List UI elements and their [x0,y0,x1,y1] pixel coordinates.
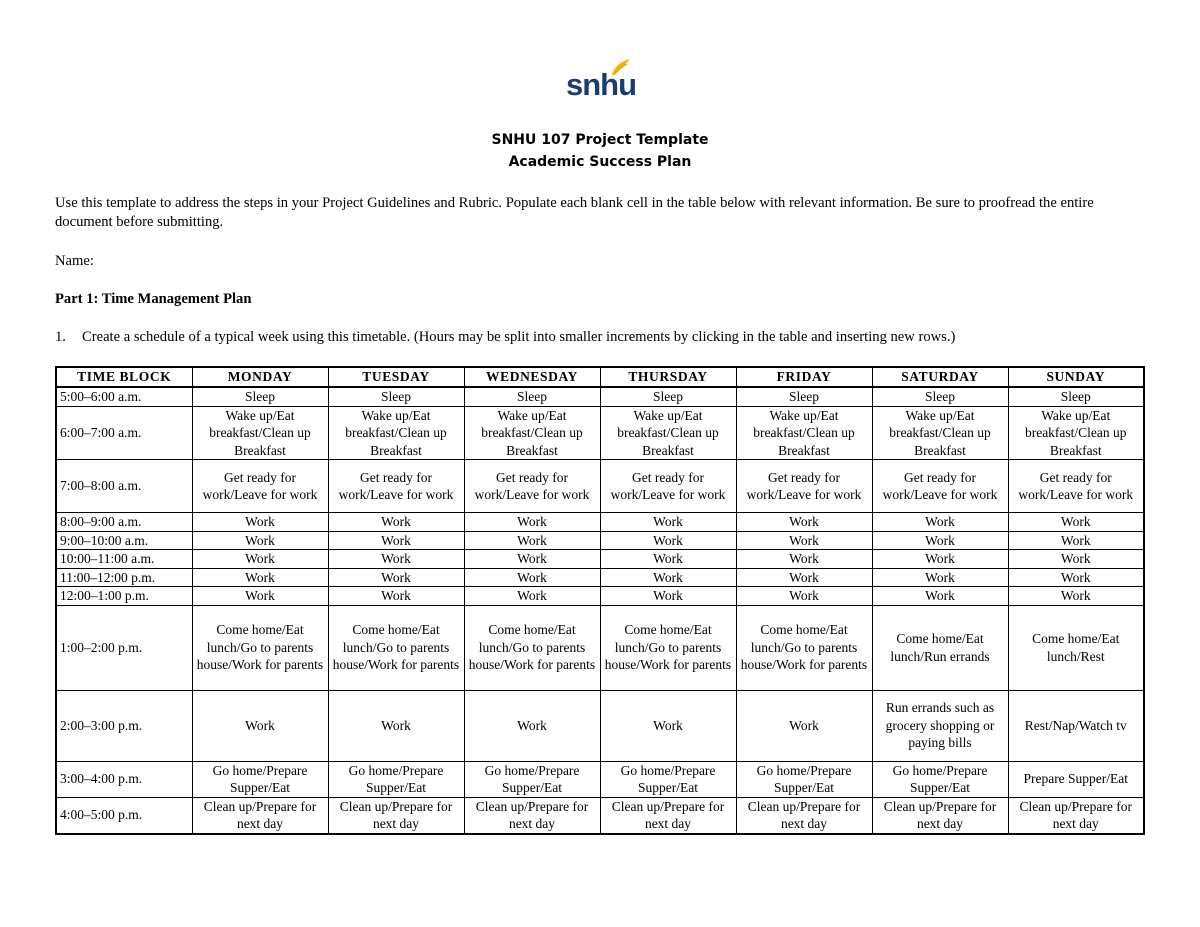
cell-time-block: 3:00–4:00 p.m. [56,761,192,797]
cell-thursday: Work [600,568,736,587]
cell-sunday: Work [1008,587,1144,606]
cell-monday: Work [192,690,328,761]
cell-time-block: 2:00–3:00 p.m. [56,690,192,761]
table-row [56,513,1144,532]
document-subtitle: Academic Success Plan [508,154,692,170]
cell-wednesday: Work [464,531,600,550]
cell-thursday: Sleep [600,387,736,406]
cell-time-block: 5:00–6:00 a.m. [56,387,192,406]
table-row [56,531,1144,550]
table-row [56,587,1144,606]
intro-paragraph: Use this template to address the steps in your Project Guidelines and Rubric. Populate each blank cell in the table below with relevant information. Be sure to proofread the entire document before submitting. [55,195,1094,230]
cell-friday: Work [736,568,872,587]
cell-wednesday: Work [464,550,600,569]
cell-wednesday: Wake up/Eat breakfast/Clean up Breakfast [464,406,600,460]
cell-thursday: Work [600,587,736,606]
cell-sunday: Get ready for work/Leave for work [1008,460,1144,513]
header-saturday: SATURDAY [872,367,1008,387]
cell-wednesday: Work [464,568,600,587]
cell-friday: Work [736,513,872,532]
cell-friday: Wake up/Eat breakfast/Clean up Breakfast [736,406,872,460]
cell-tuesday: Work [328,550,464,569]
cell-wednesday: Work [464,587,600,606]
cell-saturday: Work [872,587,1008,606]
cell-thursday: Go home/Prepare Supper/Eat [600,761,736,797]
cell-time-block: 11:00–12:00 p.m. [56,568,192,587]
cell-time-block: 6:00–7:00 a.m. [56,406,192,460]
cell-friday: Work [736,531,872,550]
schedule-table [55,366,1145,835]
cell-thursday: Work [600,550,736,569]
cell-saturday: Work [872,550,1008,569]
cell-time-block: 4:00–5:00 p.m. [56,797,192,834]
table-row [56,568,1144,587]
cell-tuesday: Work [328,568,464,587]
cell-wednesday: Work [464,690,600,761]
cell-saturday: Get ready for work/Leave for work [872,460,1008,513]
cell-tuesday: Work [328,513,464,532]
cell-friday: Clean up/Prepare for next day [736,797,872,834]
cell-time-block: 12:00–1:00 p.m. [56,587,192,606]
cell-thursday: Work [600,531,736,550]
cell-saturday: Wake up/Eat breakfast/Clean up Breakfast [872,406,1008,460]
cell-friday: Work [736,587,872,606]
cell-sunday: Wake up/Eat breakfast/Clean up Breakfast [1008,406,1144,460]
table-row [56,797,1144,834]
cell-sunday: Come home/Eat lunch/Rest [1008,605,1144,690]
cell-wednesday: Come home/Eat lunch/Go to parents house/Work for parents [464,605,600,690]
cell-wednesday: Work [464,513,600,532]
cell-time-block: 7:00–8:00 a.m. [56,460,192,513]
cell-thursday: Wake up/Eat breakfast/Clean up Breakfast [600,406,736,460]
cell-time-block: 9:00–10:00 a.m. [56,531,192,550]
cell-wednesday: Get ready for work/Leave for work [464,460,600,513]
cell-friday: Work [736,690,872,761]
cell-sunday: Work [1008,568,1144,587]
cell-thursday: Clean up/Prepare for next day [600,797,736,834]
cell-monday: Work [192,587,328,606]
cell-tuesday: Sleep [328,387,464,406]
cell-saturday: Come home/Eat lunch/Run errands [872,605,1008,690]
cell-sunday: Work [1008,550,1144,569]
cell-time-block: 8:00–9:00 a.m. [56,513,192,532]
table-row [56,460,1144,513]
cell-monday: Sleep [192,387,328,406]
cell-monday: Work [192,531,328,550]
cell-tuesday: Clean up/Prepare for next day [328,797,464,834]
cell-saturday: Work [872,513,1008,532]
table-row [56,387,1144,406]
cell-sunday: Prepare Supper/Eat [1008,761,1144,797]
cell-friday: Get ready for work/Leave for work [736,460,872,513]
cell-tuesday: Come home/Eat lunch/Go to parents house/Work for parents [328,605,464,690]
document-title: SNHU 107 Project Template [491,132,709,148]
cell-monday: Come home/Eat lunch/Go to parents house/Work for parents [192,605,328,690]
cell-saturday: Work [872,568,1008,587]
cell-tuesday: Get ready for work/Leave for work [328,460,464,513]
cell-sunday: Work [1008,513,1144,532]
cell-thursday: Get ready for work/Leave for work [600,460,736,513]
cell-monday: Get ready for work/Leave for work [192,460,328,513]
cell-thursday: Work [600,513,736,532]
cell-sunday: Clean up/Prepare for next day [1008,797,1144,834]
header-monday: MONDAY [192,367,328,387]
table-row [56,690,1144,761]
cell-tuesday: Work [328,690,464,761]
cell-time-block: 10:00–11:00 a.m. [56,550,192,569]
step-1-instruction [55,328,1155,347]
cell-thursday: Work [600,690,736,761]
cell-saturday: Work [872,531,1008,550]
cell-monday: Wake up/Eat breakfast/Clean up Breakfast [192,406,328,460]
cell-saturday: Go home/Prepare Supper/Eat [872,761,1008,797]
snhu-logo [563,58,637,104]
cell-monday: Work [192,568,328,587]
cell-saturday: Run errands such as grocery shopping or paying bills [872,690,1008,761]
step-text: Create a schedule of a typical week using this timetable. (Hours may be split into smaller increments by clicking in the table and inserting new rows.) [82,329,956,345]
cell-sunday: Rest/Nap/Watch tv [1008,690,1144,761]
cell-tuesday: Wake up/Eat breakfast/Clean up Breakfast [328,406,464,460]
cell-friday: Work [736,550,872,569]
header-friday: FRIDAY [736,367,872,387]
logo-wordmark: snhu [566,67,637,102]
cell-thursday: Come home/Eat lunch/Go to parents house/Work for parents [600,605,736,690]
header-wednesday: WEDNESDAY [464,367,600,387]
table-row [56,406,1144,460]
cell-sunday: Work [1008,531,1144,550]
cell-monday: Work [192,513,328,532]
cell-friday: Come home/Eat lunch/Go to parents house/Work for parents [736,605,872,690]
part1-heading: Part 1: Time Management Plan [55,291,252,307]
table-row [56,605,1144,690]
table-row [56,550,1144,569]
header-sunday: SUNDAY [1008,367,1144,387]
cell-wednesday: Sleep [464,387,600,406]
cell-monday: Work [192,550,328,569]
cell-saturday: Sleep [872,387,1008,406]
cell-wednesday: Clean up/Prepare for next day [464,797,600,834]
name-label: Name: [55,253,94,269]
table-header-row [56,367,1144,387]
cell-friday: Sleep [736,387,872,406]
cell-tuesday: Work [328,531,464,550]
header-tuesday: TUESDAY [328,367,464,387]
cell-sunday: Sleep [1008,387,1144,406]
cell-monday: Clean up/Prepare for next day [192,797,328,834]
header-thursday: THURSDAY [600,367,736,387]
table-row [56,761,1144,797]
cell-time-block: 1:00–2:00 p.m. [56,605,192,690]
cell-tuesday: Work [328,587,464,606]
step-number: 1. [55,329,66,345]
cell-wednesday: Go home/Prepare Supper/Eat [464,761,600,797]
header-time-block: TIME BLOCK [56,367,192,387]
cell-monday: Go home/Prepare Supper/Eat [192,761,328,797]
cell-friday: Go home/Prepare Supper/Eat [736,761,872,797]
cell-tuesday: Go home/Prepare Supper/Eat [328,761,464,797]
cell-saturday: Clean up/Prepare for next day [872,797,1008,834]
